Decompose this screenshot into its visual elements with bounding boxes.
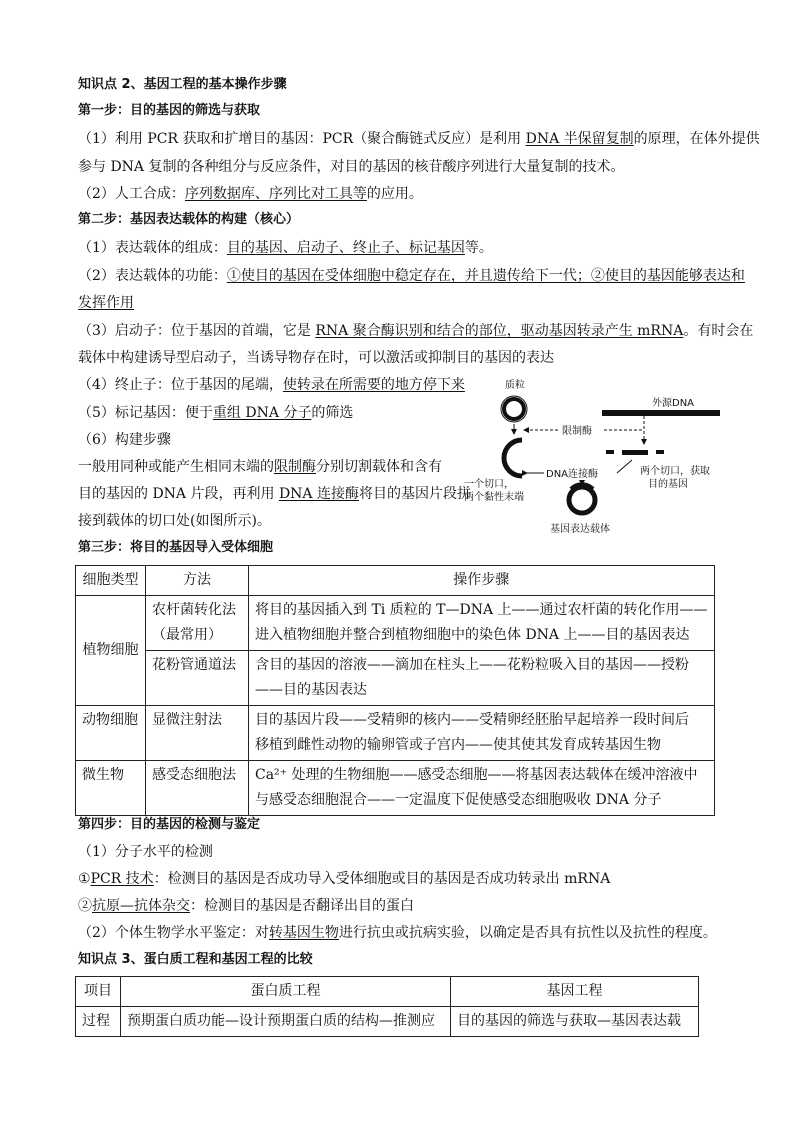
steps-cell: Ca²⁺ 处理的生物细胞——感受态细胞——将基因表达载体在缓冲溶液中 与感受态细胞混合——一定温度下促使感受态细胞吸收 DNA 分子 <box>249 761 715 816</box>
header-item: 项目 <box>76 977 121 1007</box>
step2-p3: （3）启动子：位于基因的首端，它是 RNA 聚合酶识别和结合的部位，驱动基因转录产生 mRNA。有时会在 <box>78 323 754 339</box>
header-steps: 操作步骤 <box>249 566 715 596</box>
microbe-cell: 微生物 <box>76 761 146 816</box>
plasmid-ring <box>504 399 524 419</box>
step4-title: 第四步：目的基因的检测与鉴定 <box>78 817 261 832</box>
comparison-table <box>75 976 699 1037</box>
step2-p1: （1）表达载体的组成：目的基因、启动子、终止子、标记基因等。 <box>78 240 493 256</box>
recombinant-vector <box>569 487 595 513</box>
one-cut-label-1: 一个切口， <box>464 479 514 490</box>
cut-plasmid <box>504 440 522 476</box>
step2-p7: 一般用同种或能产生相同末端的限制酶分别切割载体和含有 <box>78 459 442 475</box>
table-header-row <box>76 977 699 1007</box>
transfer-methods-table <box>75 565 715 816</box>
steps-cell: 将目的基因插入到 Ti 质粒的 T—DNA 上——通过农杆菌的转化作用—— 进入植物细胞并整合到植物细胞中的染色体 DNA 上——目的基因表达 <box>249 596 715 651</box>
step4-p1: （1）分子水平的检测 <box>78 844 213 860</box>
step2-p5: （5）标记基因：便于重组 DNA 分子的筛选 <box>78 405 354 421</box>
header-cell-type: 细胞类型 <box>76 566 146 596</box>
table-row <box>76 651 715 706</box>
dna-fragment-2 <box>622 450 648 455</box>
step1-title: 第一步：目的基因的筛选与获取 <box>78 103 261 118</box>
kp3-heading: 知识点 3、蛋白质工程和基因工程的比较 <box>78 952 313 967</box>
step2-p2: （2）表达载体的功能：①使目的基因在受体细胞中稳定存在，并且遗传给下一代；②使目的基因能够表达和 <box>78 268 745 284</box>
steps-cell: 目的基因片段——受精卵的核内——受精卵经胚胎早起培养一段时间后 移植到雌性动物的输卵管或子宫内——使其使其发育成转基因生物 <box>249 706 715 761</box>
table-row <box>76 761 715 816</box>
step4-p4: （2）个体生物学水平鉴定：对转基因生物进行抗虫或抗病实验，以确定是否具有抗性以及抗性的程度。 <box>78 925 717 941</box>
vector-construction-figure <box>462 372 732 542</box>
restriction-enzyme-label: 限制酶 <box>562 426 592 437</box>
method-cell: 农杆菌转化法 （最常用） <box>146 596 249 651</box>
step2-p6: （6）构建步骤 <box>78 432 171 448</box>
header-protein-engineering: 蛋白质工程 <box>121 977 451 1007</box>
method-cell: 花粉管通道法 <box>146 651 249 706</box>
step2-title: 第二步：基因表达载体的构建（核心） <box>78 212 300 227</box>
table-header-row <box>76 566 715 596</box>
two-cuts-label-1: 两个切口，获取 <box>640 466 710 477</box>
method-cell: 显微注射法 <box>146 706 249 761</box>
step2-p4: （4）终止子：位于基因的尾端，使转录在所需要的地方停下来 <box>78 377 465 393</box>
foreign-dna-strand <box>602 410 720 416</box>
step4-p2: ①PCR 技术：检测目的基因是否成功导入受体细胞或目的基因是否成功转录出 mRNA <box>78 871 611 887</box>
two-cuts-label-2: 目的基因 <box>648 479 688 490</box>
step2-p8: 目的基因的 DNA 片段，再利用 DNA 连接酶将目的基因片段拼 <box>78 486 471 502</box>
table-row <box>76 706 715 761</box>
step1-p2: （2）人工合成：序列数据库、序列比对工具等的应用。 <box>78 186 423 202</box>
foreign-dna-label: 外源DNA <box>652 398 695 409</box>
one-cut-label-2: 两个黏性末端 <box>464 492 524 503</box>
step1-p1: （1）利用 PCR 获取和扩增目的基因：PCR（聚合酶链式反应）是利用 DNA 半保留复制的原理，在体外提供 <box>78 131 760 147</box>
gene-process: 目的基因的筛选与获取—基因表达载 <box>451 1007 699 1037</box>
table-row <box>76 1007 699 1037</box>
step2-p3-line2: 载体中构建诱导型启动子，当诱导物存在时，可以激活或抑制目的基因的表达 <box>78 350 554 366</box>
dna-fragment-1 <box>606 450 614 454</box>
protein-process: 预期蛋白质功能—设计预期蛋白质的结构—推测应 <box>121 1007 451 1037</box>
plant-cell-cell: 植物细胞 <box>76 596 146 706</box>
table-row <box>76 596 715 651</box>
ligase-label: DNA连接酶 <box>546 469 599 480</box>
step2-p2-line2: 发挥作用 <box>78 295 134 311</box>
step3-title: 第三步：将目的基因导入受体细胞 <box>78 540 274 555</box>
row-label: 过程 <box>76 1007 121 1037</box>
step1-p1-line2: 参与 DNA 复制的各种组分与反应条件，对目的基因的核苷酸序列进行大量复制的技术。 <box>78 159 625 175</box>
animal-cell-cell: 动物细胞 <box>76 706 146 761</box>
dna-fragment-3 <box>656 450 664 454</box>
header-method: 方法 <box>146 566 249 596</box>
plasmid-label: 质粒 <box>505 380 525 391</box>
kp2-heading: 知识点 2、基因工程的基本操作步骤 <box>78 77 287 92</box>
steps-cell: 含目的基因的溶液——滴加在柱头上——花粉粒吸入目的基因——授粉 ——目的基因表达 <box>249 651 715 706</box>
method-cell: 感受态细胞法 <box>146 761 249 816</box>
header-gene-engineering: 基因工程 <box>451 977 699 1007</box>
arrow-ligase-right <box>617 460 632 473</box>
step4-p3: ②抗原—抗体杂交：检测目的基因是否翻译出目的蛋白 <box>78 898 414 914</box>
step2-p9: 接到载体的切口处(如图所示)。 <box>78 513 271 529</box>
vector-label: 基因表达载体 <box>550 524 610 535</box>
